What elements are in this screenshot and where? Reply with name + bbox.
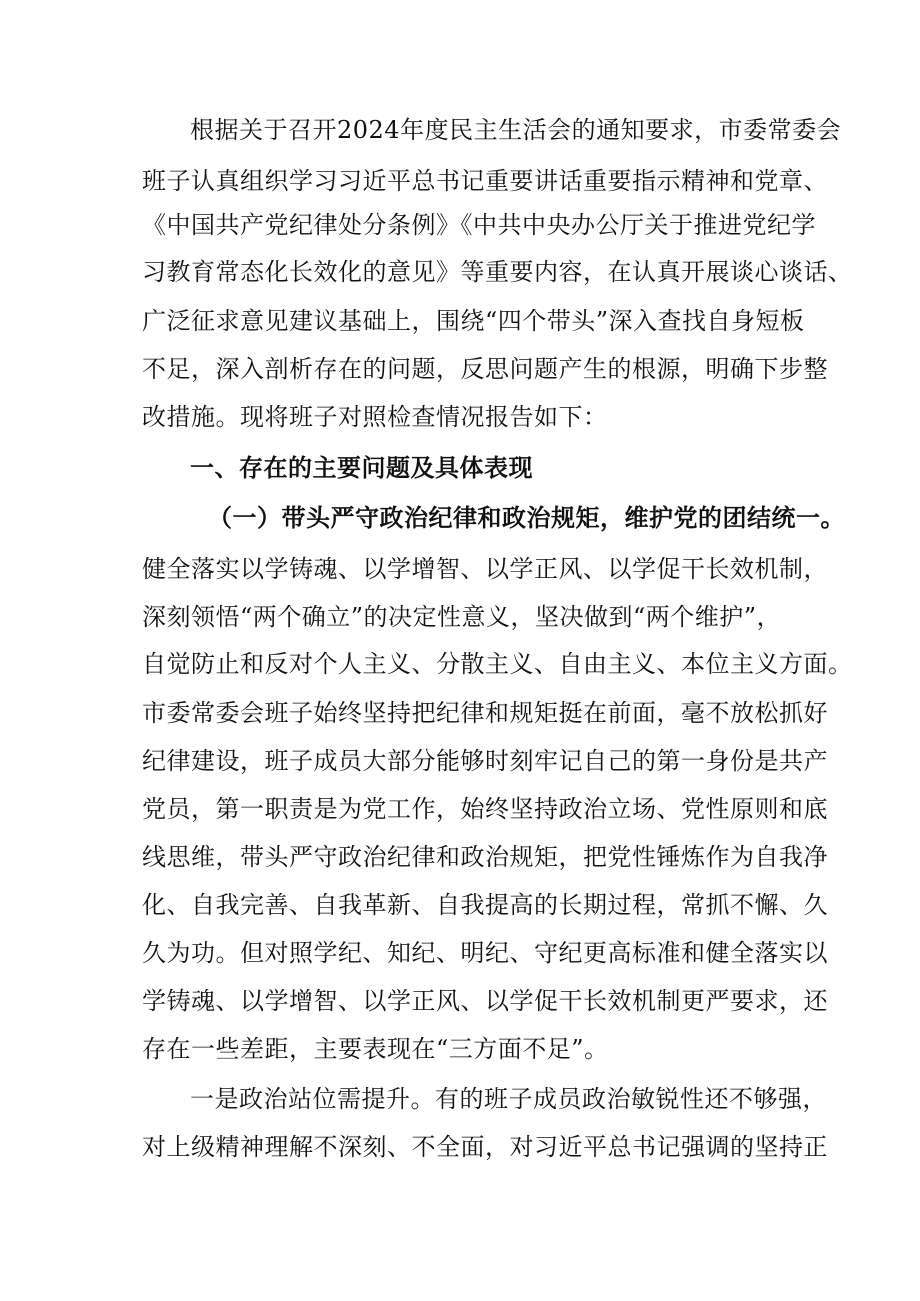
body-line-3: 自觉防止和反对个人主义、分散主义、自由主义、本位主义方面。 [142,650,853,678]
intro-line-7: 改措施。现将班子对照检查情况报告如下： [142,403,608,431]
point-line-2: 对上级精神理解不深刻、不全面，对习近平总书记强调的坚持正 [142,1133,828,1161]
body-line-1: 健全落实以学铸魂、以学增智、以学正风、以学促干长效机制， [142,555,828,583]
body-line-4: 市委常委会班子始终坚持把纪律和规矩挺在前面，毫不放松抓好 [142,699,828,727]
point-line-1: 一是政治站位需提升。有的班子成员政治敏锐性还不够强， [190,1085,827,1113]
body-line-5: 纪律建设，班子成员大部分能够时刻牢记自己的第一身份是共产 [142,747,828,775]
body-line-9: 久为功。但对照学纪、知纪、明纪、守纪更高标准和健全落实以 [142,939,828,967]
subsection-heading: （一）带头严守政治纪律和政治规矩，维护党的团结统一。 [208,504,845,532]
body-line-6: 党员，第一职责是为党工作，始终坚持政治立场、党性原则和底 [142,795,828,823]
body-line-8: 化、自我完善、自我革新、自我提高的长期过程，常抓不懈、久 [142,891,828,919]
intro-line-6: 不足，深入剖析存在的问题，反思问题产生的根源，明确下步整 [142,355,828,383]
section-heading: 一、存在的主要问题及具体表现 [190,454,533,482]
intro-line-1: 根据关于召开2024年度民主生活会的通知要求，市委常委会 [190,116,842,144]
body-line-2: 深刻领悟“两个确立”的决定性意义，坚决做到“两个维护”， [142,603,782,631]
body-line-7: 线思维，带头严守政治纪律和政治规矩，把党性锤炼作为自我净 [142,843,828,871]
intro-line-5: 广泛征求意见建议基础上，围绕“四个带头”深入查找自身短板 [142,307,805,335]
intro-line-3: 《中国共产党纪律处分条例》《中共中央办公厅关于推进党纪学 [142,211,816,239]
intro-line-4: 习教育常态化长效化的意见》等重要内容，在认真开展谈心谈话、 [142,258,853,286]
body-line-10: 学铸魂、以学增智、以学正风、以学促干长效机制更严要求，还 [142,987,828,1015]
body-line-11: 存在一些差距，主要表现在“三方面不足”。 [142,1035,609,1063]
intro-line-2: 班子认真组织学习习近平总书记重要讲话重要指示精神和党章、 [142,167,828,195]
